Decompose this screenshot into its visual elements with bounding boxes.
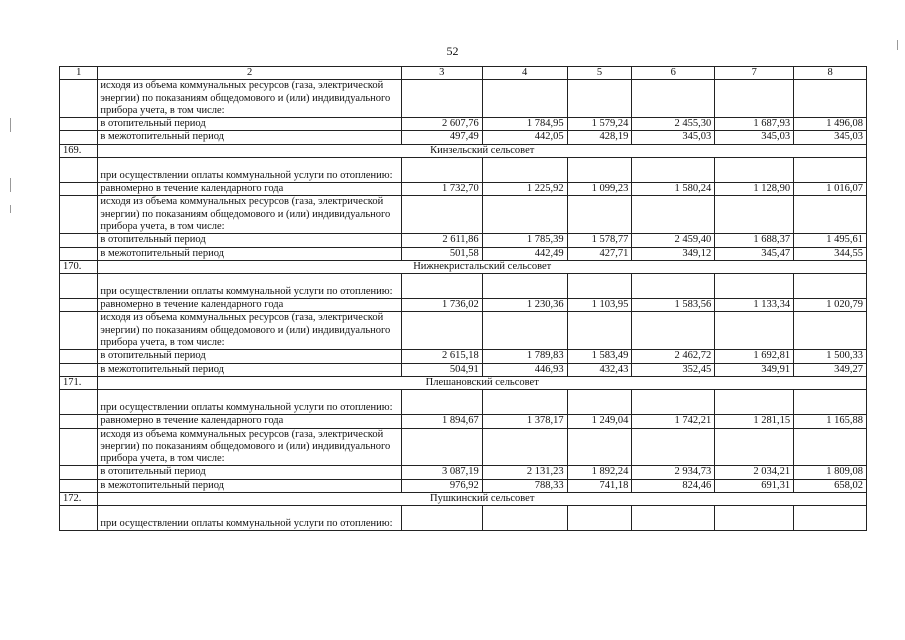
row-number: 170. — [60, 260, 98, 273]
value-cell: 1 016,07 — [794, 183, 867, 196]
value-cell-empty — [567, 158, 632, 183]
row-number-empty — [60, 274, 98, 299]
table-row — [60, 479, 867, 492]
value-cell-empty — [401, 196, 482, 234]
table-row — [60, 363, 867, 376]
value-cell: 1 500,33 — [794, 350, 867, 363]
row-label: в отопительный период — [98, 234, 401, 247]
column-header: 6 — [632, 67, 715, 80]
value-cell: 3 087,19 — [401, 466, 482, 479]
value-cell: 497,49 — [401, 131, 482, 144]
value-cell: 1 133,34 — [715, 299, 794, 312]
value-cell: 1 894,67 — [401, 415, 482, 428]
value-cell: 2 459,40 — [632, 234, 715, 247]
value-cell-empty — [482, 158, 567, 183]
value-cell: 1 281,15 — [715, 415, 794, 428]
description-row — [60, 158, 867, 183]
value-cell-empty — [482, 196, 567, 234]
value-cell: 2 131,23 — [482, 466, 567, 479]
row-number-empty — [60, 428, 98, 466]
row-number-empty — [60, 350, 98, 363]
value-cell: 427,71 — [567, 247, 632, 260]
row-number-empty — [60, 234, 98, 247]
value-cell: 1 230,36 — [482, 299, 567, 312]
value-cell-empty — [482, 428, 567, 466]
value-cell: 1 736,02 — [401, 299, 482, 312]
value-cell-empty — [401, 390, 482, 415]
value-cell: 352,45 — [632, 363, 715, 376]
value-cell-empty — [794, 312, 867, 350]
row-description: исходя из объема коммунальных ресурсов (газа, электрической энергии) по показаниям общедомового и (или) индивидуального прибора учета, в том числе: — [98, 312, 401, 350]
table-row — [60, 234, 867, 247]
value-cell-empty — [715, 158, 794, 183]
row-number-empty — [60, 118, 98, 131]
row-description: при осуществлении оплаты коммунальной услуги по отоплению: — [98, 390, 401, 415]
value-cell-empty — [632, 390, 715, 415]
value-cell-empty — [632, 428, 715, 466]
value-cell-empty — [482, 274, 567, 299]
value-cell: 345,03 — [794, 131, 867, 144]
value-cell: 504,91 — [401, 363, 482, 376]
value-cell-empty — [794, 274, 867, 299]
value-cell-empty — [567, 196, 632, 234]
value-cell-empty — [794, 158, 867, 183]
value-cell: 1 579,24 — [567, 118, 632, 131]
row-label: в межотопительный период — [98, 247, 401, 260]
value-cell: 741,18 — [567, 479, 632, 492]
value-cell: 345,47 — [715, 247, 794, 260]
value-cell: 1 249,04 — [567, 415, 632, 428]
value-cell: 2 615,18 — [401, 350, 482, 363]
table-row — [60, 350, 867, 363]
column-header: 2 — [98, 67, 401, 80]
page-number: 52 — [446, 44, 459, 58]
value-cell-empty — [401, 312, 482, 350]
row-number-empty — [60, 247, 98, 260]
value-cell-empty — [567, 390, 632, 415]
value-cell: 2 607,76 — [401, 118, 482, 131]
value-cell-empty — [401, 80, 482, 118]
row-number-empty — [60, 479, 98, 492]
row-number: 172. — [60, 493, 98, 506]
value-cell-empty — [715, 274, 794, 299]
scan-artifact — [10, 118, 11, 132]
row-description: исходя из объема коммунальных ресурсов (газа, электрической энергии) по показаниям общедомового и (или) индивидуального прибора учета, в том числе: — [98, 428, 401, 466]
settlement-name: Плешановский сельсовет — [98, 376, 867, 389]
value-cell: 446,93 — [482, 363, 567, 376]
row-description: исходя из объема коммунальных ресурсов (газа, электрической энергии) по показаниям общедомового и (или) индивидуального прибора учета, в том числе: — [98, 80, 401, 118]
value-cell: 349,12 — [632, 247, 715, 260]
value-cell: 1 165,88 — [794, 415, 867, 428]
value-cell-empty — [794, 196, 867, 234]
row-number-empty — [60, 183, 98, 196]
column-header: 5 — [567, 67, 632, 80]
row-label: в отопительный период — [98, 350, 401, 363]
value-cell: 2 611,86 — [401, 234, 482, 247]
value-cell: 1 789,83 — [482, 350, 567, 363]
value-cell-empty — [401, 428, 482, 466]
value-cell-empty — [632, 80, 715, 118]
row-description: исходя из объема коммунальных ресурсов (газа, электрической энергии) по показаниям общедомового и (или) индивидуального прибора учета, в том числе: — [98, 196, 401, 234]
row-number-empty — [60, 506, 98, 531]
value-cell-empty — [482, 506, 567, 531]
description-row — [60, 506, 867, 531]
value-cell-empty — [482, 390, 567, 415]
value-cell: 442,49 — [482, 247, 567, 260]
value-cell: 1 583,49 — [567, 350, 632, 363]
column-header: 1 — [60, 67, 98, 80]
value-cell: 1 099,23 — [567, 183, 632, 196]
value-cell-empty — [715, 428, 794, 466]
description-row — [60, 390, 867, 415]
value-cell: 428,19 — [567, 131, 632, 144]
row-number-empty — [60, 80, 98, 118]
value-cell: 345,03 — [632, 131, 715, 144]
value-cell-empty — [632, 158, 715, 183]
value-cell-empty — [632, 274, 715, 299]
column-header: 7 — [715, 67, 794, 80]
value-cell: 2 934,73 — [632, 466, 715, 479]
value-cell: 1 128,90 — [715, 183, 794, 196]
settlement-name: Нижнекристальский сельсовет — [98, 260, 867, 273]
value-cell-empty — [567, 80, 632, 118]
row-number-empty — [60, 363, 98, 376]
value-cell: 1 687,93 — [715, 118, 794, 131]
column-header-row — [60, 67, 867, 80]
row-description: при осуществлении оплаты коммунальной услуги по отоплению: — [98, 274, 401, 299]
settlement-group-row — [60, 376, 867, 389]
row-number: 169. — [60, 144, 98, 157]
value-cell-empty — [632, 506, 715, 531]
value-cell-empty — [715, 196, 794, 234]
settlement-group-row — [60, 260, 867, 273]
value-cell-empty — [482, 312, 567, 350]
value-cell: 1 785,39 — [482, 234, 567, 247]
table-row — [60, 247, 867, 260]
row-label: равномерно в течение календарного года — [98, 183, 401, 196]
value-cell: 442,05 — [482, 131, 567, 144]
table-row — [60, 183, 867, 196]
row-number: 171. — [60, 376, 98, 389]
value-cell: 2 034,21 — [715, 466, 794, 479]
value-cell: 1 809,08 — [794, 466, 867, 479]
row-label: в межотопительный период — [98, 479, 401, 492]
value-cell-empty — [401, 158, 482, 183]
value-cell-empty — [632, 196, 715, 234]
row-description: при осуществлении оплаты коммунальной услуги по отоплению: — [98, 506, 401, 531]
value-cell: 1 732,70 — [401, 183, 482, 196]
value-cell-empty — [794, 390, 867, 415]
description-row — [60, 312, 867, 350]
value-cell: 344,55 — [794, 247, 867, 260]
value-cell-empty — [794, 506, 867, 531]
value-cell: 501,58 — [401, 247, 482, 260]
value-cell: 788,33 — [482, 479, 567, 492]
value-cell-empty — [715, 506, 794, 531]
table-row — [60, 299, 867, 312]
value-cell: 349,91 — [715, 363, 794, 376]
row-label: в межотопительный период — [98, 363, 401, 376]
row-number-empty — [60, 131, 98, 144]
table-body — [60, 67, 867, 531]
row-description: при осуществлении оплаты коммунальной услуги по отоплению: — [98, 158, 401, 183]
settlement-name: Пушкинский сельсовет — [98, 493, 867, 506]
value-cell: 1 580,24 — [632, 183, 715, 196]
row-label: в отопительный период — [98, 118, 401, 131]
column-header: 3 — [401, 67, 482, 80]
description-row — [60, 80, 867, 118]
row-label: равномерно в течение календарного года — [98, 299, 401, 312]
value-cell: 976,92 — [401, 479, 482, 492]
row-number-empty — [60, 390, 98, 415]
row-label: в межотопительный период — [98, 131, 401, 144]
row-label: в отопительный период — [98, 466, 401, 479]
value-cell: 691,31 — [715, 479, 794, 492]
value-cell: 2 462,72 — [632, 350, 715, 363]
settlement-name: Кинзельский сельсовет — [98, 144, 867, 157]
value-cell-empty — [482, 80, 567, 118]
scan-artifact — [897, 40, 898, 50]
value-cell: 1 225,92 — [482, 183, 567, 196]
value-cell: 1 784,95 — [482, 118, 567, 131]
value-cell-empty — [794, 428, 867, 466]
table-row — [60, 466, 867, 479]
value-cell-empty — [794, 80, 867, 118]
row-number-empty — [60, 299, 98, 312]
value-cell: 432,43 — [567, 363, 632, 376]
value-cell-empty — [567, 428, 632, 466]
value-cell: 824,46 — [632, 479, 715, 492]
row-number-empty — [60, 158, 98, 183]
value-cell: 1 892,24 — [567, 466, 632, 479]
row-number-empty — [60, 466, 98, 479]
value-cell: 1 688,37 — [715, 234, 794, 247]
value-cell-empty — [401, 274, 482, 299]
tariff-table — [59, 66, 867, 531]
value-cell: 349,27 — [794, 363, 867, 376]
value-cell-empty — [632, 312, 715, 350]
row-number-empty — [60, 312, 98, 350]
description-row — [60, 428, 867, 466]
settlement-group-row — [60, 144, 867, 157]
row-number-empty — [60, 415, 98, 428]
value-cell: 2 455,30 — [632, 118, 715, 131]
scan-artifact — [10, 178, 11, 192]
description-row — [60, 274, 867, 299]
value-cell: 1 496,08 — [794, 118, 867, 131]
column-header: 8 — [794, 67, 867, 80]
value-cell: 1 742,21 — [632, 415, 715, 428]
scan-artifact — [10, 205, 11, 213]
value-cell-empty — [567, 312, 632, 350]
value-cell: 345,03 — [715, 131, 794, 144]
value-cell: 1 495,61 — [794, 234, 867, 247]
value-cell-empty — [715, 312, 794, 350]
value-cell-empty — [567, 506, 632, 531]
value-cell-empty — [567, 274, 632, 299]
row-number-empty — [60, 196, 98, 234]
value-cell: 1 692,81 — [715, 350, 794, 363]
settlement-group-row — [60, 493, 867, 506]
value-cell: 1 020,79 — [794, 299, 867, 312]
table-row — [60, 131, 867, 144]
value-cell: 1 378,17 — [482, 415, 567, 428]
value-cell: 1 578,77 — [567, 234, 632, 247]
value-cell-empty — [715, 390, 794, 415]
table-row — [60, 118, 867, 131]
value-cell-empty — [401, 506, 482, 531]
table-row — [60, 415, 867, 428]
value-cell-empty — [715, 80, 794, 118]
value-cell: 658,02 — [794, 479, 867, 492]
column-header: 4 — [482, 67, 567, 80]
description-row — [60, 196, 867, 234]
value-cell: 1 583,56 — [632, 299, 715, 312]
row-label: равномерно в течение календарного года — [98, 415, 401, 428]
value-cell: 1 103,95 — [567, 299, 632, 312]
